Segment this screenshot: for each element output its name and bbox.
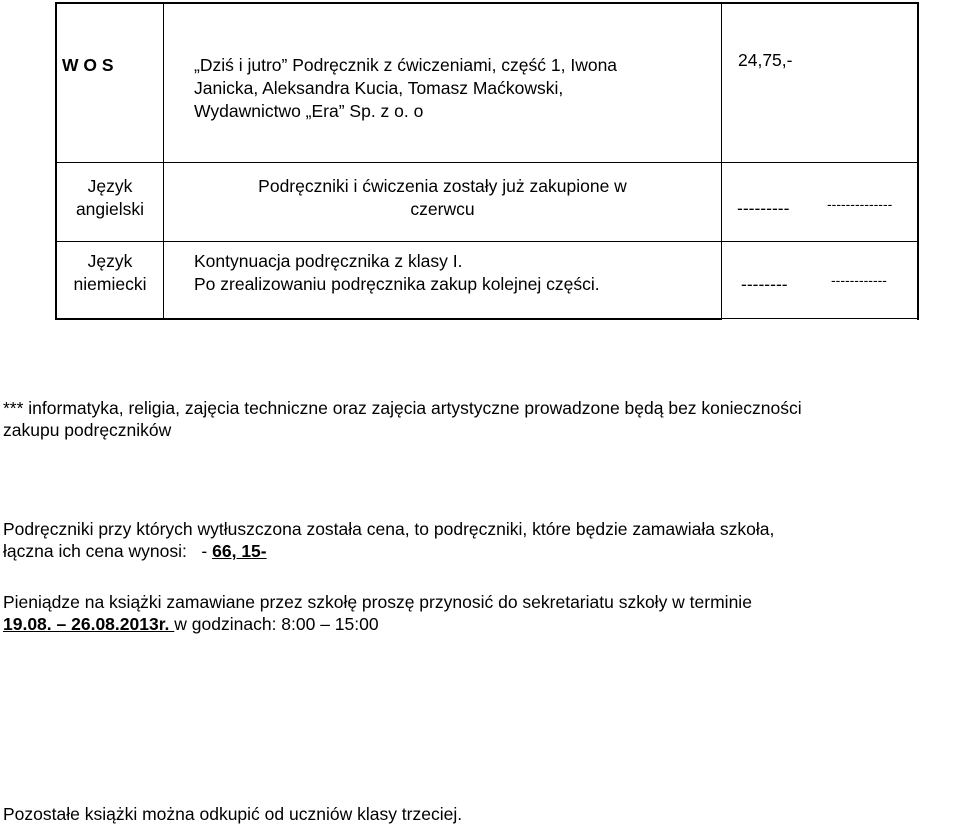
row-price: ---------: [737, 198, 790, 218]
table-row-divider-2: [55, 241, 919, 242]
price-info-line: Podręczniki przy których wytłuszczona została cena, to podręczniki, które będzie zamawiała szkoła,: [3, 519, 775, 539]
payment-line: Pieniądze na książki zamawiane przez szkołę proszę przynosić do sekretariatu szkoły w terminie: [3, 592, 752, 612]
table-col-divider-1: [163, 2, 164, 320]
row-subject-line: Język: [87, 251, 133, 271]
row-subject: W O S: [62, 55, 114, 75]
table-border-top: [55, 2, 919, 4]
table-border-right: [917, 2, 919, 320]
note-line: zakupu podręczników: [3, 420, 172, 440]
table-border-left: [55, 2, 57, 320]
total-price: 66, 15-: [212, 541, 267, 561]
row-book-line: czerwcu: [410, 199, 475, 219]
row-price: --------: [741, 274, 788, 294]
row-extra: --------------: [827, 196, 893, 212]
table-row-divider-1: [55, 162, 919, 163]
row-book-line: Kontynuacja podręcznika z klasy I.: [194, 251, 463, 271]
row-subject-line: niemiecki: [73, 274, 147, 294]
price-info-line: [3, 541, 267, 562]
row-price: 24,75,-: [738, 50, 793, 70]
table-border-bottom-right: [721, 318, 919, 319]
note-line: *** informatyka, religia, zajęcia techniczne oraz zajęcia artystyczne prowadzone będą bez konieczności: [3, 398, 802, 418]
footer-note: Pozostałe książki można odkupić od uczniów klasy trzeciej.: [3, 804, 463, 824]
row-extra: ------------: [831, 272, 887, 288]
table-col-divider-2: [721, 2, 722, 320]
payment-line: [3, 614, 379, 635]
row-subject-line: Język: [87, 176, 133, 196]
table-border-bottom-left: [55, 318, 721, 320]
row-book-line: Po zrealizowaniu podręcznika zakup kolejnej części.: [194, 274, 600, 294]
payment-dates: 19.08. – 26.08.2013r.: [3, 614, 175, 634]
row-book-line: Janicka, Aleksandra Kucia, Tomasz Maćkowski,: [194, 78, 564, 98]
row-book-line: Wydawnictwo „Era” Sp. z o. o: [194, 101, 424, 121]
row-book-line: Podręczniki i ćwiczenia zostały już zakupione w: [258, 176, 627, 196]
payment-hours: w godzinach: 8:00 – 15:00: [174, 614, 379, 634]
row-book-line: „Dziś i jutro” Podręcznik z ćwiczeniami, część 1, Iwona: [194, 55, 618, 75]
price-info-prefix: łączna ich cena wynosi: -: [3, 541, 213, 561]
row-subject-line: angielski: [75, 199, 145, 219]
